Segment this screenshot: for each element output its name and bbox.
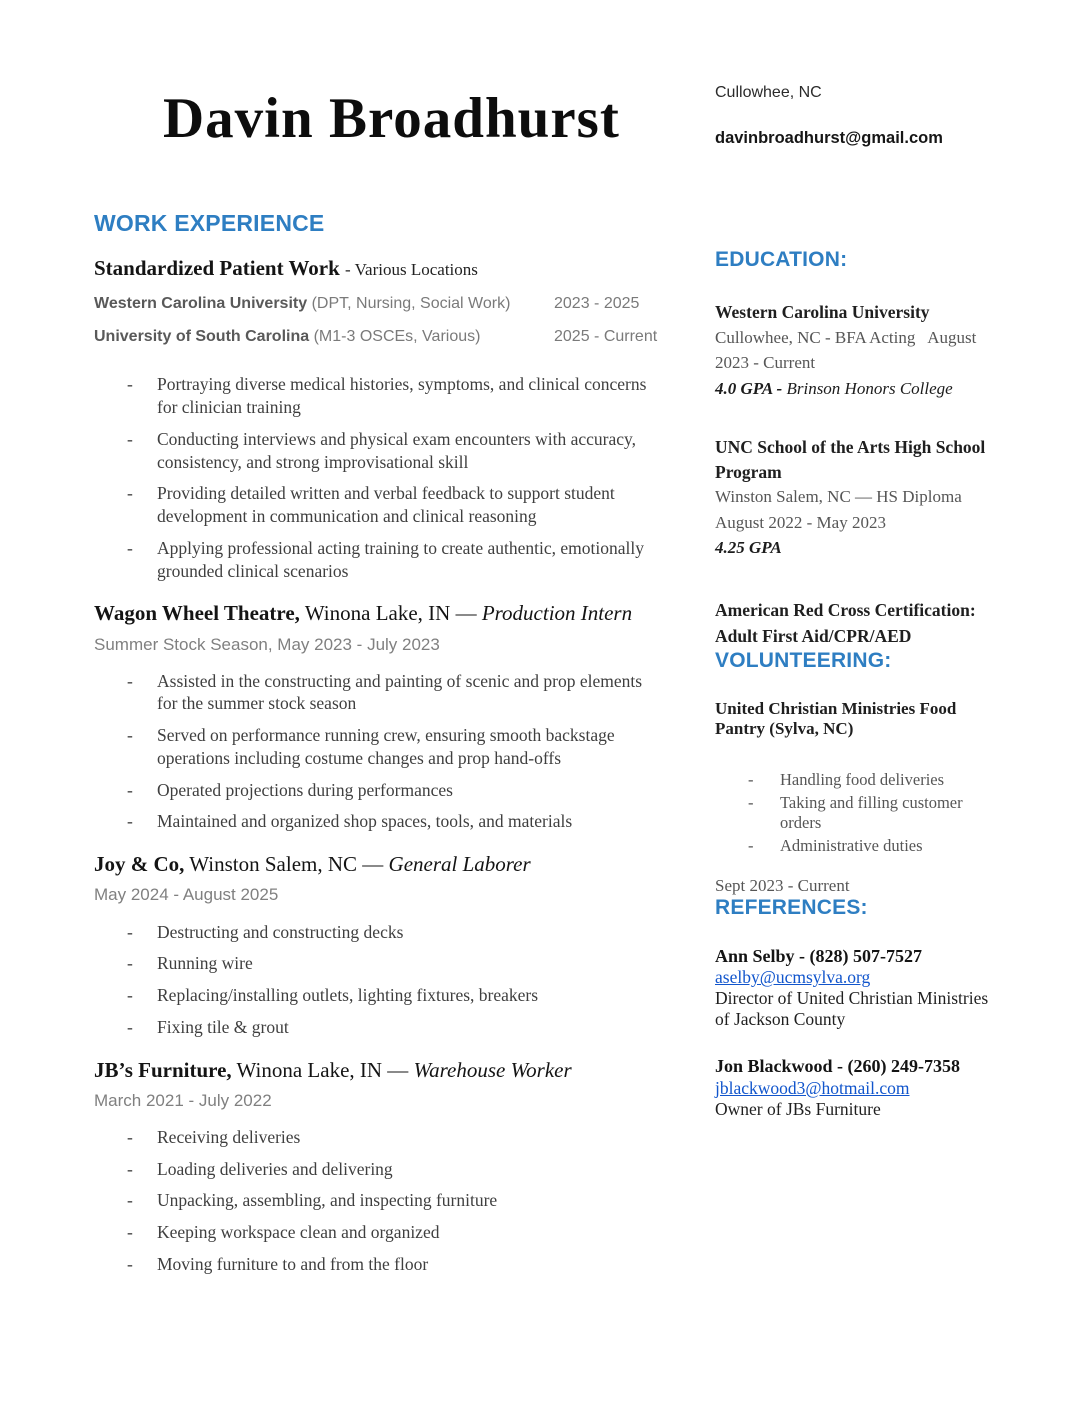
reference-ann-selby [715, 946, 1007, 1031]
education-uncsa [715, 435, 1007, 561]
certification: American Red Cross Certification: Adult First Aid/CPR/AED [715, 599, 976, 646]
org-detail: (M1-3 OSCEs, Various) [313, 328, 481, 346]
school-name: Western Carolina University [715, 302, 930, 322]
job-title-name: Joy & Co, [94, 852, 185, 877]
job-bullets [94, 670, 666, 834]
bullet-item: - Administrative duties [715, 836, 1007, 855]
volunteer-dates: Sept 2023 - Current [715, 875, 850, 895]
org-detail: (DPT, Nursing, Social Work) [311, 295, 511, 313]
reference-name: Ann Selby - (828) 507-7527 [715, 945, 923, 966]
reference-role: Owner of JBs Furniture [715, 1099, 881, 1120]
job-title [94, 255, 666, 282]
org-row [94, 327, 666, 347]
bullet-item: - Running wire [94, 952, 666, 975]
person-name: Davin Broadhurst [163, 87, 620, 150]
reference-jon-blackwood [715, 1056, 1007, 1120]
bullet-item: - Providing detailed written and verbal feedback to support student development in communication and clinical reasoning [94, 482, 666, 528]
job-title-role: Warehouse Worker [413, 1057, 572, 1082]
job-dates: May 2024 - August 2025 [94, 885, 279, 905]
org-dates: 2025 - Current [554, 328, 658, 346]
reference-name: Jon Blackwood - (260) 249-7358 [715, 1056, 961, 1077]
job-orgs [94, 294, 666, 347]
bullet-item: - Handling food deliveries [715, 770, 1007, 789]
job-title-location: Winona Lake, IN — [236, 1057, 409, 1082]
bullet-item: - Taking and filling customer orders [715, 793, 1007, 832]
org-name: Western Carolina University [94, 295, 308, 313]
job-title [94, 1057, 666, 1084]
volunteer-bullets [715, 770, 1007, 856]
bullet-item: - Maintained and organized shop spaces, tools, and materials [94, 810, 666, 833]
gpa-value: 4.0 GPA - [715, 378, 783, 398]
job-bullets [94, 1126, 666, 1276]
job-title-name: Standardized Patient Work [94, 256, 340, 280]
bullet-item: - Destructing and constructing decks [94, 921, 666, 944]
references-heading: REFERENCES: [715, 895, 868, 919]
right-column [715, 248, 1007, 1120]
work-experience-heading: WORK EXPERIENCE [94, 210, 325, 236]
contact-location: Cullowhee, NC [715, 84, 822, 101]
left-column [94, 210, 666, 1285]
school-name: UNC School of the Arts High School Program [715, 437, 986, 482]
school-dates: August 2022 - May 2023 [715, 512, 886, 532]
job-title [94, 851, 666, 878]
job-jbs-furniture [94, 1057, 666, 1276]
bullet-item: - Conducting interviews and physical exam encounters with accuracy, consistency, and strong improvisational skill [94, 428, 666, 474]
contact-block [715, 84, 943, 148]
school-detail: Cullowhee, NC - BFA Acting August 2023 - Current [715, 327, 981, 372]
job-title-name: Wagon Wheel Theatre, [94, 601, 300, 626]
job-bullets [94, 921, 666, 1039]
job-title-location: Winona Lake, IN — [304, 601, 477, 626]
school-gpa: 4.25 GPA [715, 538, 782, 557]
email-link[interactable]: jblackwood3@hotmail.com [715, 1078, 910, 1099]
job-title-location: Winston Salem, NC — [189, 852, 384, 877]
education-western-carolina [715, 300, 1007, 401]
education-heading: EDUCATION: [715, 248, 848, 271]
bullet-item: - Operated projections during performances [94, 779, 666, 802]
contact-email: davinbroadhurst@gmail.com [715, 129, 943, 147]
bullet-item: - Loading deliveries and delivering [94, 1158, 666, 1181]
email-link[interactable]: aselby@ucmsylva.org [715, 967, 871, 988]
bullet-item: - Unpacking, assembling, and inspecting furniture [94, 1189, 666, 1212]
gpa-note: Brinson Honors College [786, 378, 953, 398]
job-standardized-patient-work [94, 255, 666, 582]
org-row [94, 294, 666, 314]
org-dates: 2023 - 2025 [554, 295, 640, 313]
reference-role: Director of United Christian Ministries of Jackson County [715, 988, 989, 1030]
bullet-item: - Receiving deliveries [94, 1126, 666, 1149]
bullet-item: - Served on performance running crew, ensuring smooth backstage operations including costume changes and prop hand-offs [94, 724, 666, 770]
school-detail: Winston Salem, NC — HS Diploma [715, 487, 962, 506]
volunteer-org: United Christian Ministries Food Pantry (Sylva, NC) [715, 699, 957, 739]
bullet-item: - Assisted in the constructing and painting of scenic and prop elements for the summer stock season [94, 670, 666, 716]
job-wagon-wheel-theatre [94, 600, 666, 833]
school-gpa [715, 376, 1007, 402]
bullet-item: - Replacing/installing outlets, lighting fixtures, breakers [94, 984, 666, 1007]
job-joy-and-co [94, 851, 666, 1038]
job-title-note: - Various Locations [345, 260, 478, 279]
job-title-name: JB’s Furniture, [94, 1057, 232, 1082]
bullet-item: - Portraying diverse medical histories, symptoms, and clinical concerns for clinician training [94, 373, 666, 419]
job-title [94, 600, 666, 627]
bullet-item: - Applying professional acting training to create authentic, emotionally grounded clinical scenarios [94, 537, 666, 583]
reference-email [715, 1078, 1007, 1099]
job-title-role: General Laborer [388, 852, 531, 877]
reference-email [715, 967, 1007, 988]
bullet-item: - Moving furniture to and from the floor [94, 1253, 666, 1276]
job-dates: Summer Stock Season, May 2023 - July 2023 [94, 634, 440, 654]
job-bullets [94, 373, 666, 582]
job-dates: March 2021 - July 2022 [94, 1090, 272, 1110]
volunteering-heading: VOLUNTEERING: [715, 649, 892, 672]
bullet-item: - Fixing tile & grout [94, 1016, 666, 1039]
org-name: University of South Carolina [94, 328, 310, 346]
bullet-item: - Keeping workspace clean and organized [94, 1221, 666, 1244]
job-title-role: Production Intern [481, 601, 633, 626]
